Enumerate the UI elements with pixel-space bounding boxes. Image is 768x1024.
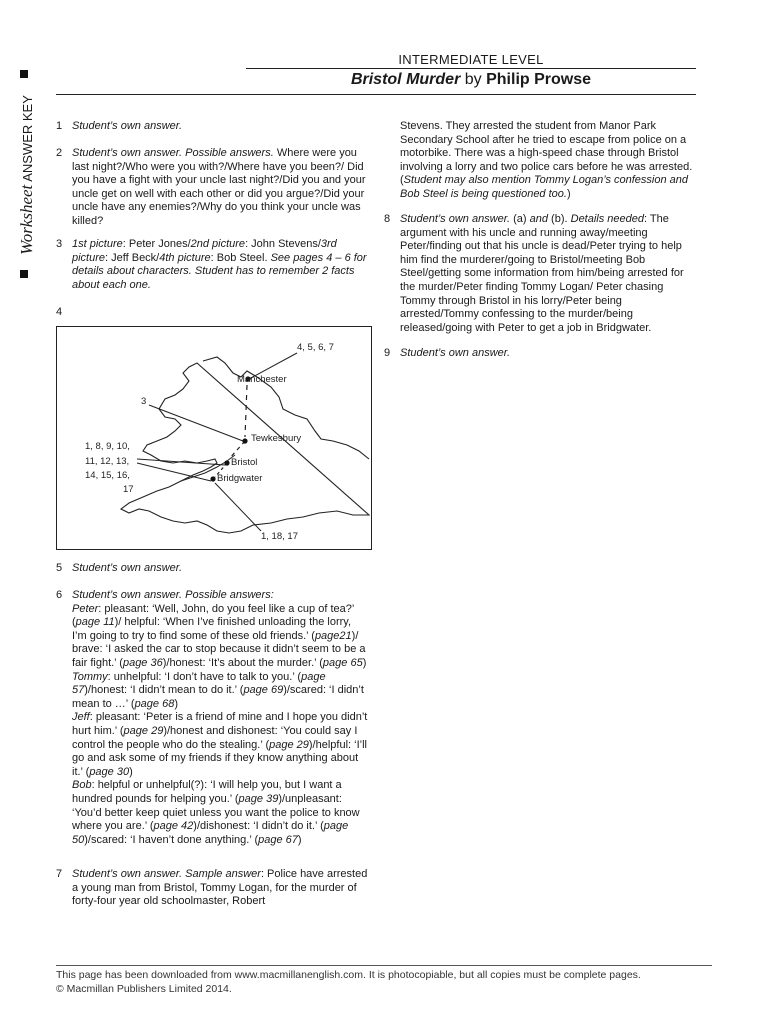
footer xyxy=(56,968,641,996)
map-label-top: 4, 5, 6, 7 xyxy=(297,342,334,353)
answer-item-9 xyxy=(384,347,696,361)
footer-rule xyxy=(56,965,712,966)
footer-download-note: This page has been downloaded from www.macmillanenglish.com. It is photocopiable, but all copies must be complete pages. xyxy=(56,969,641,981)
worksheet-word: Worksheet xyxy=(17,184,36,255)
answer-item-1 xyxy=(56,120,368,134)
item-number: 2 xyxy=(56,147,63,159)
answer-item-6 xyxy=(56,589,368,847)
item-lead: Student’s own answer. Sample answer xyxy=(72,868,261,880)
map-label-manchester: Manchester xyxy=(237,374,287,385)
picture-answer: : Peter Jones/ xyxy=(122,238,191,250)
item-number: 1 xyxy=(56,120,63,132)
picture-answer: : Jeff Beck/ xyxy=(105,251,160,264)
page-title xyxy=(246,71,696,89)
picture-label: 3rd picture xyxy=(72,238,337,264)
route-line xyxy=(245,385,247,437)
character-tommy: Tommy: unhelpful: ‘I don’t have to talk to you.’ (page 57)/honest: ‘I didn’t mean to do it.’ (page 69)/scared: ‘I didn’t mean to …’ (page 68) xyxy=(72,670,364,710)
map-label-bristol: Bristol xyxy=(231,457,258,468)
item-text-continued: Stevens. They arrested the student from Manor Park Secondary School after he tried to escape from police on a motorbike. There was a high-speed chase through Bristol involving a lorry and two police cars before he was arrested. ( xyxy=(400,120,693,187)
answer-item-2 xyxy=(56,147,368,229)
answer-item-3 xyxy=(56,238,368,292)
item-number: 9 xyxy=(384,347,391,359)
tewkesbury-dot xyxy=(242,438,247,443)
map-label-left-4: 17 xyxy=(123,484,134,495)
sidebar-label xyxy=(15,70,39,280)
author-name: Philip Prowse xyxy=(486,71,592,88)
item-number: 4 xyxy=(56,306,63,318)
map-label-left-2: 11, 12, 13, xyxy=(85,456,130,467)
picture-answer: : John Stevens/ xyxy=(245,238,321,250)
item-number: 7 xyxy=(56,868,63,880)
picture-label: 4th picture xyxy=(159,251,211,264)
bridgwater-dot xyxy=(210,476,215,481)
leader-line xyxy=(215,483,261,531)
item-number: 8 xyxy=(384,213,391,225)
picture-label: 1st picture xyxy=(72,238,123,250)
answer-item-5 xyxy=(56,562,368,576)
character-jeff: Jeff: pleasant: ‘Peter is a friend of mine and I hope you didn’t hurt him.’ (page 29)/honest and dishonest: ‘You could say I control the people who do the stealing.’ (page 29)/helpful: ‘I’ll go and ask some of my friends if they know anything about it.’ (page 30) xyxy=(72,711,368,778)
item-number: 6 xyxy=(56,589,63,601)
item-note: See pages 4 – 6 for details about characters. Student has to remember 2 facts about each one. xyxy=(72,251,367,291)
footer-copyright: © Macmillan Publishers Limited 2014. xyxy=(56,983,232,995)
character-peter: Peter: pleasant: ‘Well, John, do you feel like a cup of tea?’ (page 11)/ helpful: ‘When I’ve finished unloading the lorry, I’m going to try to find some of these old friends.’ (page21)/ brave: ‘I asked the car to stop because it didn’t seem to be a fair fight.’ (page 36)/honest: ‘It’s about the murder.’ (page 65) xyxy=(72,602,367,669)
england-map xyxy=(56,326,372,550)
item-text: : The argument with his uncle and running away/meeting Peter/finding out that his uncle is dead/Peter trying to help him find the murderer/going to Bristol/meeting Bob Steel/getting some information from him/being arrested for the murder/Peter finding Tommy Logan/ Peter chasing Tommy through Bristol in his lorry/Peter being arrested/Tommy confessing to the murder/being released/going with Peter to get a job in Bridgwater. xyxy=(400,213,684,334)
leader-line xyxy=(149,405,243,441)
title-rule xyxy=(56,94,696,95)
item-text: Student’s own answer. xyxy=(72,120,183,132)
map-label-tewkesbury: Tewkesbury xyxy=(251,433,302,444)
answer-item-8: 8 Student’s own answer. (a) and (b). Details needed: The argument with his uncle and running away/meeting Peter/finding out that his uncle is dead/Peter trying to help him find the murderer/going to Bristol/meeting Bob Steel/getting some information from him/being arrested for the murder/Peter finding Tommy Logan/ Peter chasing Tommy through Bristol in his lorry/Peter being arrested/Tommy confessing to the murder/being released/going with Peter to get a job in Bridgwater. xyxy=(384,213,684,334)
map-label-bridgwater: Bridgwater xyxy=(217,473,263,484)
by-word: by xyxy=(464,71,482,88)
answer-item-7 xyxy=(56,868,368,908)
item-text-start: : Police have arrested a young man from Bristol, Tommy Logan, for the murder of forty-four year old schoolmaster, Robert xyxy=(72,868,368,908)
item-lead: Student’s own answer. Possible answers. xyxy=(72,147,274,159)
map-label-left-3: 14, 15, 16, xyxy=(85,470,130,481)
book-title: Bristol Murder xyxy=(350,71,461,88)
map-label-bottom: 1, 18, 17 xyxy=(261,531,298,542)
worksheet-sidebar xyxy=(6,70,46,280)
character-bob: Bob: helpful or unhelpful(?): ‘I will help you, but I want a hundred pounds for helping you.’ (page 39)/unpleasant: ‘You’d better keep quiet unless you want the police to know where you are.’ (page 42)/dishonest: ‘I didn’t do it.’ (page 50)/scared: ‘I haven’t done anything.’ (page 67) xyxy=(72,779,360,846)
answer-item-7-continued: Stevens. They arrested the student from Manor Park Secondary School after he tried to escape from police on a motorbike. There was a high-speed chase through Bristol involving a lorry and two police cars before he was arrested. (Student may also mention Tommy Logan’s confession and Bob Steel is being questioned too.) xyxy=(400,120,693,200)
item-text: Student’s own answer. xyxy=(72,562,183,574)
square-bullet-icon xyxy=(20,270,28,278)
map-label-three: 3 xyxy=(141,396,147,407)
item-note: Student may also mention Tommy Logan’s confession and Bob Steel is being questioned too. xyxy=(400,174,689,200)
picture-answer: : Bob Steel. xyxy=(210,251,271,264)
item-lead: Student’s own answer. Possible answers: xyxy=(72,589,274,601)
map-drawing xyxy=(57,327,370,548)
item-number: 3 xyxy=(56,238,63,250)
map-label-left-1: 1, 8, 9, 10, xyxy=(85,441,130,452)
item-lead: Student’s own answer. xyxy=(400,213,511,225)
item-text: Student’s own answer. xyxy=(400,347,511,359)
picture-label: 2nd picture xyxy=(190,238,246,250)
answer-key-word: ANSWER KEY xyxy=(20,95,35,182)
level-heading: INTERMEDIATE LEVEL xyxy=(398,52,544,67)
item-number: 5 xyxy=(56,562,63,574)
bristol-dot xyxy=(224,460,229,465)
header-rule xyxy=(246,68,696,69)
item-text: Where were you last night?/Who were you with?/Where have you been?/ Did you have a fight with your uncle last night?/Did you and your uncle get on well with each other or did you argue?/Did your uncle have any enemies?/Why do you think your uncle was killed? xyxy=(72,147,366,227)
